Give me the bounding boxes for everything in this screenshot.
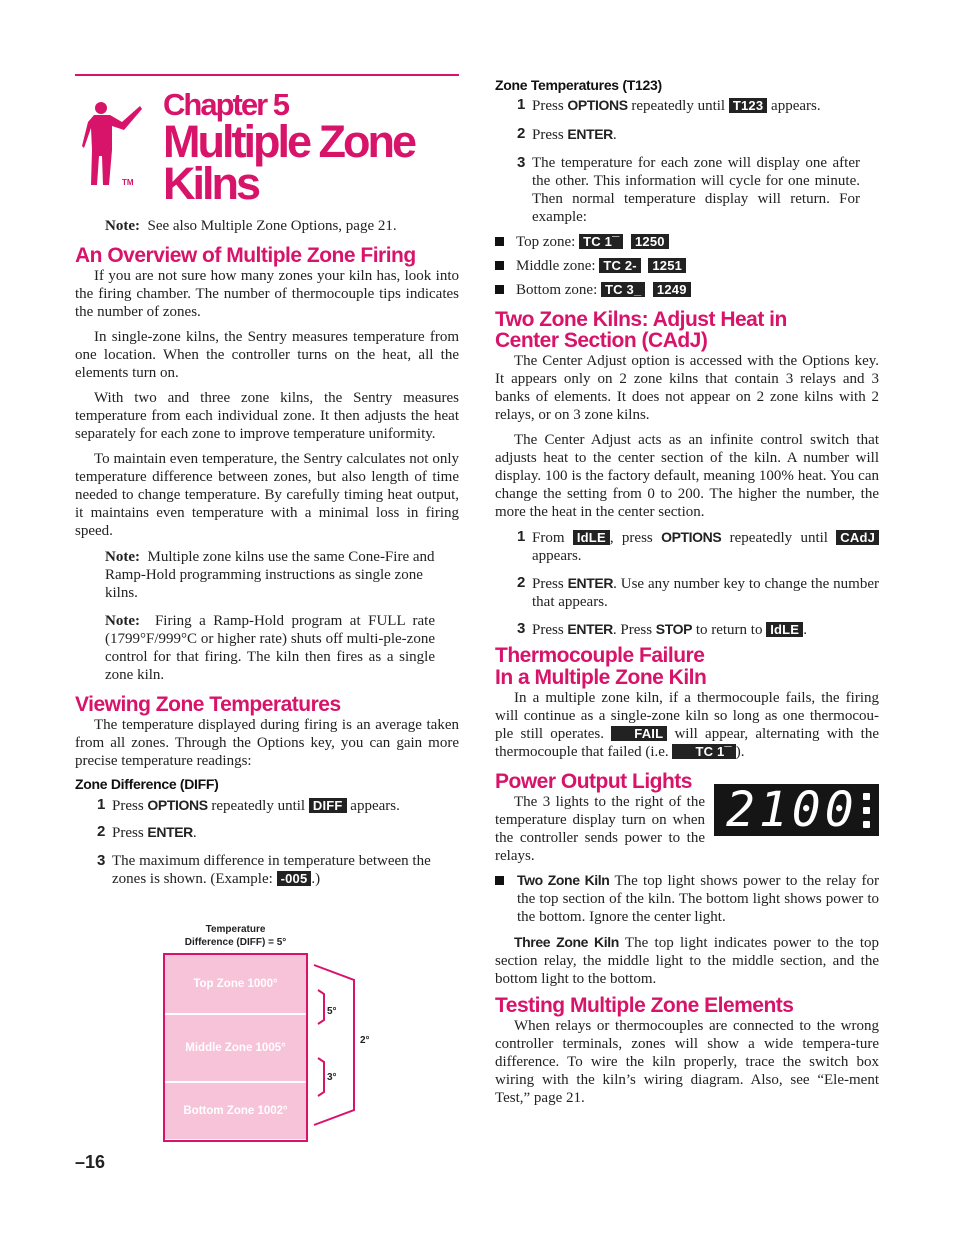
list-item-bottom-zone: Bottom zone: TC 3_ 1249 [495,278,879,302]
t123-section [495,77,879,302]
power-output-section [495,771,705,865]
diff-step-2: 2 Press ENTER. [97,823,197,841]
lcd-t123: T123 [729,98,767,113]
controller-display [714,784,879,836]
diagram-caption: Temperature Difference (DIFF) = 5° [184,924,287,948]
note-text: See also Multiple Zone Options, page 21. [147,218,397,234]
viewing-heading: Viewing Zone Temperatures [75,693,341,716]
page-title-line1: Multiple Zone [163,116,414,167]
diff-label-top: 5° [327,1006,337,1017]
page-number: –16 [75,1152,106,1172]
lcd-cadj: CAdJ [836,530,879,545]
lcd-idle-return: IdLE [766,622,803,637]
chapter-label: Chapter 5 [163,87,288,122]
power-light-top [863,793,870,800]
t123-step-3: 3 The temperature for each zone will display one after the other. This information will cycle for one minute. Then normal temperature display will return. For example: [517,154,860,225]
power-light-middle [863,807,870,814]
t123-step-1: 1 Press OPTIONS repeatedly until T123 appears. [517,96,821,114]
zone-temp-list [495,230,879,302]
two-zone-kiln-item: Two Zone Kiln The top light shows power to the relay for the top section of the kiln. The bottom light shows power to the bottom. Ignore the center light. [495,871,879,926]
overview-section [75,245,459,540]
power-light-bottom [863,821,870,828]
potter-figure-icon [82,100,142,190]
lcd-diff: DIFF [309,798,347,813]
cadj-heading-line2: Center Section (CAdJ) [495,329,708,352]
lcd-fail: FAIL [611,726,667,741]
lcd-tc1: TC 1¯ [672,744,735,759]
display-readout: 2100 [726,782,858,838]
diff-label-total: 2° [360,1035,370,1046]
lcd-idle: IdLE [573,530,610,545]
list-item-middle-zone: Middle zone: TC 2- 1251 [495,254,879,278]
testing-paragraph: When relays or thermocouples are connected to the wrong controller terminals, zones will show a wide tempera-ture difference. To wire the kiln properly, trace the switch box wiring with the kiln’s wiring diagram. Also, see “Ele-ment Test,” page 21. [495,1018,879,1106]
testing-section [495,995,879,1107]
note-see-also [105,217,460,235]
testing-heading: Testing Multiple Zone Elements [495,994,794,1017]
power-heading: Power Output Lights [495,770,692,793]
list-item-top-zone: Top zone: TC 1¯ 1250 [495,230,879,254]
page-title-line2: Kilns [163,158,259,209]
lcd-minus-005: -005 [277,871,312,886]
header-rule [75,74,459,76]
overview-heading: An Overview of Multiple Zone Firing [75,244,416,267]
cadj-paragraph-2: The Center Adjust acts as an infinite control switch that adjusts heat to the center section of the kiln. A number will display. 100 is the factory default, meaning 100% heat. You can change the setting from 0 to 200. The higher the number, the more the heat in the center section. [495,432,879,520]
cadj-step-3: 3 Press ENTER. Press STOP to return to IdLE . [517,620,807,638]
diff-heading: Zone Difference (DIFF) [75,776,219,792]
tc-heading-line2: In a Multiple Zone Kiln [495,666,707,689]
three-zone-kiln-item: Three Zone Kiln The top light indicates power to the top section relay, the middle light to the middle section, and the bottom light to the bottom. [495,934,879,987]
note-label: Note: [105,218,140,234]
tc-paragraph: In a multiple zone kiln, if a thermocouple fails, the firing will continue as a single-zone kiln so long as one thermocou-ple still operates. FAIL will appear, alternating with the thermocouple that failed (i.e. TC 1¯ ). [495,690,879,760]
power-paragraph: The 3 lights to the right of the temperature display turn on when the controller sends power to the relays. [495,794,705,864]
overview-paragraph-4: To maintain even temperature, the Sentry calculates not only temperature difference between zones, but also length of time needed to change temperature. By carefully timing heat output, it maintains even temperature with a minimal loss in firing speed. [75,451,459,539]
note-full-rate: Note: Firing a Ramp-Hold program at FULL rate (1799°F/999°C or higher rate) shuts off multi-ple-zone control for that firing. The kiln then fires as a single zone kiln. [105,613,436,683]
diff-step-1: 1 Press OPTIONS repeatedly until DIFF appears. [97,796,400,814]
note-cone-fire: Note: Multiple zone kilns use the same Cone-Fire and Ramp-Hold programming instructions as single zone kilns. [105,549,435,601]
cadj-paragraph-1: The Center Adjust option is accessed with the Options key. It appears only on 2 zone kilns that contain 3 relays and 3 banks of elements. It does not appear on 2 zone kilns with 2 relays, or on 3 zone kilns. [495,353,879,423]
overview-paragraph-2: In single-zone kilns, the Sentry measures temperature from one location. When the controller turns on the heat, all the elements turn on. [75,329,459,381]
diff-label-bottom: 3° [327,1072,337,1083]
overview-paragraph-3: With two and three zone kilns, the Sentry measures temperature from each individual zone. It then adjusts the heat separately for each zone to improve temperature uniformity. [75,390,459,442]
bottom-zone-block: Bottom Zone 1002° [165,1082,306,1139]
top-zone-block: Top Zone 1000° [165,955,306,1013]
cadj-step-2: 2 Press ENTER. Use any number key to change the number that appears. [517,574,880,610]
diff-step-3: 3 The maximum difference in temperature between the zones is shown. (Example: -005 .) [97,852,431,887]
t123-heading: Zone Temperatures (T123) [495,77,662,93]
viewing-section [75,694,459,888]
cadj-heading-line1: Two Zone Kilns: Adjust Heat in [495,308,787,331]
zone-kiln-notes [495,871,879,988]
cadj-step-1: 1 From IdLE , press OPTIONS repeatedly until CAdJ appears. [495,528,879,565]
overview-paragraph-1: If you are not sure how many zones your kiln has, look into the firing chamber. The number of thermocouple tips indicates the number of zones. [75,268,459,320]
viewing-paragraph: The temperature displayed during firing is an average taken from all zones. Through the Options key, you can gain more precise temperature readings: [75,717,459,769]
trademark-mark: TM [122,178,134,187]
tc-heading-line1: Thermocouple Failure [495,644,705,667]
thermocouple-failure-section [495,645,879,761]
middle-zone-block: Middle Zone 1005° [165,1014,306,1081]
t123-step-2: 2 Press ENTER. [517,125,617,143]
cadj-section [495,309,879,639]
